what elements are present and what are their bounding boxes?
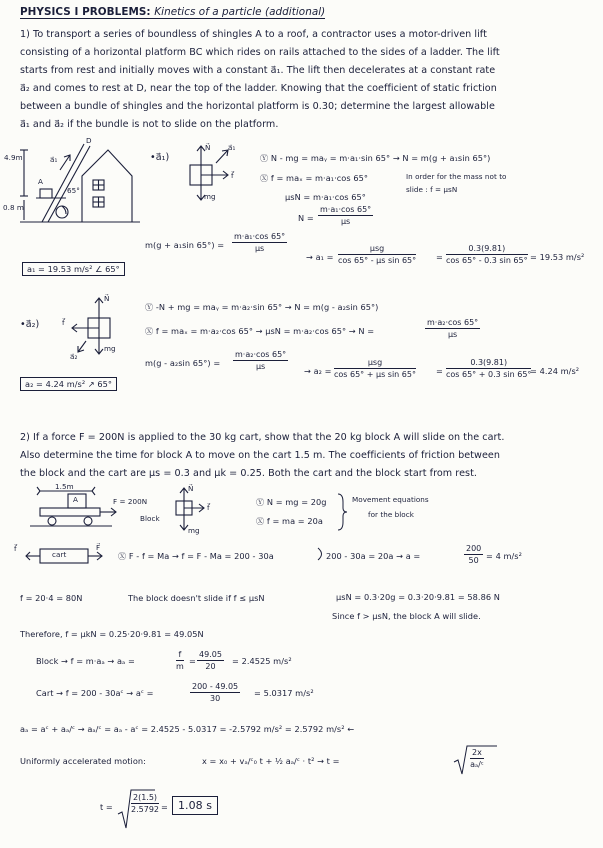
- p1-arrow: → a₁ =: [306, 252, 334, 262]
- p2-t-lhs: t =: [100, 802, 113, 812]
- p2a-eq-sign: =: [436, 366, 443, 376]
- p1-line-3: starts from rest and initially moves with a constant a⃗₁. The lift then decelerates at a constant rate: [20, 65, 496, 76]
- p1-N-den: μs: [340, 217, 351, 226]
- fbd1-a: a⃗₁: [228, 143, 236, 152]
- p2a-eqY: Ⓨ -N + mg = maᵧ = m·a₂·sin 65° → N = m(g - a₂sin 65°): [145, 302, 379, 312]
- p2-a-res: = 4 m/s²: [486, 551, 522, 561]
- p1-line-2: consisting of a horizontal platform BC which rides on rails attached to the sides of a ladder. The lift: [20, 47, 500, 58]
- p1-f3-den: cos 65° - 0.3 sin 65°: [446, 256, 528, 265]
- p1-f2: [338, 244, 416, 265]
- p2-a-frac: [464, 544, 483, 565]
- fbd1-mg: mg: [204, 192, 216, 201]
- implies-arrow: [318, 548, 322, 560]
- fbd1-N: N⃗: [205, 143, 211, 152]
- p1-noteA: In order for the mass not to: [406, 172, 507, 181]
- p2a-N-den: μs: [447, 330, 458, 339]
- p2-c-num: 200 - 49.05: [192, 682, 239, 691]
- p2-b-den1: m: [176, 662, 184, 671]
- p2-fval: f = 20·4 = 80N: [20, 593, 83, 603]
- block-N: N⃗: [188, 484, 194, 493]
- p2a-lhs-num: m·a₂·cos 65°: [235, 350, 287, 359]
- p2-t-eq: =: [161, 802, 168, 812]
- p1-f2-num: μsg: [338, 244, 416, 255]
- cart-figure: [30, 487, 116, 526]
- p2-c-frac: [190, 682, 240, 703]
- fbd2-N: N⃗: [104, 294, 110, 303]
- p2a-f2-den: cos 65° + μs sin 65°: [334, 370, 416, 379]
- p2-t-frac: [131, 793, 159, 814]
- p2-cartEq2: 200 - 30a = 20a → a =: [326, 551, 421, 561]
- p2-noslide: The block doesn't slide if f ≤ μsN: [128, 593, 265, 603]
- fig2-F: F = 200N: [113, 497, 148, 506]
- fig2-A: A: [73, 495, 78, 504]
- p2a-f3-den: cos 65° + 0.3 sin 65°: [446, 370, 532, 379]
- p2a-lhs: m(g - a₂sin 65°) =: [145, 358, 221, 368]
- p1-line-4: a⃗₂ and comes to rest at D, near the top of the ladder. Knowing that the coefficient of static friction: [20, 83, 497, 94]
- p2-move1: Movement equations: [352, 495, 429, 504]
- fbd2-mg: mg: [104, 344, 116, 353]
- p1-f2-den: cos 65° - μs sin 65°: [338, 256, 417, 265]
- p1-lhs: m(g + a₁sin 65°) =: [145, 240, 225, 250]
- p2-line-2: Also determine the time for block A to move on the cart 1.5 m. The coefficients of friction between: [20, 450, 500, 461]
- p2-therefore: Therefore, f = μkN = 0.25·20·9.81 = 49.05N: [20, 629, 204, 639]
- p1-lhs-frac: [232, 232, 287, 253]
- p2-muN: μsN = 0.3·20g = 0.3·20·9.81 = 58.86 N: [336, 592, 500, 602]
- p2-t-den: 2.5792: [131, 805, 160, 814]
- p1-f3: [446, 244, 528, 265]
- cart-label: cart: [52, 550, 67, 559]
- p1-line-6: a⃗₁ and a⃗₂ if the bundle is not to slide on the platform.: [20, 119, 279, 130]
- title-sub: Kinetics of a particle (additional): [154, 6, 326, 18]
- p2-blockEq: Block → f = m·aₐ → aₐ =: [36, 656, 135, 666]
- block-mg: mg: [188, 526, 200, 535]
- p2-eqY: Ⓨ N = mg = 20g: [256, 497, 327, 507]
- fbd2-f: f⃗: [62, 318, 65, 327]
- part2-label: •a⃗₂): [20, 319, 40, 330]
- fbd2-a: a⃗₂: [70, 352, 78, 361]
- p2-cartEq3: Cart → f = 200 - 30aᶜ → aᶜ =: [36, 688, 154, 698]
- final-answer: 1.08 s: [172, 796, 218, 815]
- p2a-N-num: m·a₂·cos 65°: [427, 318, 479, 327]
- part1-label: •a⃗₁): [150, 152, 170, 163]
- p1-line-1: 1) To transport a series of boundless of shingles A to a roof, a contractor uses a motor-driven lift: [20, 29, 487, 40]
- p1-result: = 19.53 m/s²: [530, 252, 585, 262]
- p2-line-1: 2) If a force F = 200N is applied to the 30 kg cart, show that the 20 kg block A will slide on the cart.: [20, 432, 505, 443]
- p2a-f3-num: 0.3(9.81): [446, 358, 531, 369]
- p2-a-num: 200: [466, 544, 482, 553]
- fig1-A: A: [38, 177, 43, 186]
- p2-uamEq: x = x₀ + vₐ/ᶜ₀ t + ½ aₐ/ᶜ · t² → t =: [202, 756, 340, 766]
- p1-lhs-den: μs: [254, 244, 265, 253]
- p1-N-frac: [318, 205, 373, 226]
- ladder-rail: [42, 144, 84, 222]
- p2-b-den2: 20: [205, 662, 216, 671]
- p2a-eqX: Ⓧ f = maₓ = m·a₂·cos 65° → μsN = m·a₂·cos 65° → N =: [145, 326, 375, 336]
- house: [82, 150, 132, 222]
- p2-cartEq: Ⓧ F - f = Ma → f = F - Ma = 200 - 30a: [118, 551, 274, 561]
- p2a-f2: [334, 358, 416, 379]
- fbd1-f: f⃗: [231, 171, 234, 180]
- p2a-lhs-den: μs: [255, 362, 266, 371]
- p2a-lhs-frac: [233, 350, 288, 371]
- p1-eqMu: μsN = m·a₁·cos 65°: [285, 192, 366, 202]
- p2-a-den: 50: [468, 556, 479, 565]
- p1-N-lhs: N =: [298, 213, 314, 223]
- p1-eqX: Ⓧ f = maₓ = m·a₁·cos 65°: [260, 173, 369, 183]
- p2a-N-frac: [425, 318, 480, 339]
- block-fbd: [176, 488, 204, 530]
- p2a-f3: [446, 358, 531, 379]
- p1-f3-num: 0.3(9.81): [446, 244, 528, 255]
- p2-line-3: the block and the cart are μs = 0.3 and μk = 0.25. Both the cart and the block start from rest.: [20, 468, 477, 479]
- p2-c-den: 30: [209, 694, 221, 703]
- p1-answer-1: a₁ = 19.53 m/s² ∠ 65°: [22, 262, 125, 276]
- p2-t-num: 2(1.5): [133, 793, 158, 802]
- fig1-a1: a⃗₁: [50, 155, 58, 164]
- p2-since: Since f > μsN, the block A will slide.: [332, 611, 481, 621]
- p2-b-num2: 49.05: [199, 650, 222, 659]
- cart-f: f⃗: [14, 544, 17, 553]
- p1-noteB: slide : f = μsN: [406, 185, 458, 194]
- p2-b-res: = 2.4525 m/s²: [232, 656, 292, 666]
- p2-uam-den: aₐ/ᶜ: [470, 760, 484, 769]
- fig1-angle: 65°: [67, 186, 80, 195]
- p2-c-res: = 5.0317 m/s²: [254, 688, 314, 698]
- p2-uam: Uniformly accelerated motion:: [20, 756, 146, 766]
- fig1-dim1: 4.9m: [4, 153, 23, 162]
- p2a-f2-num: μsg: [334, 358, 416, 369]
- p2-b-frac2: [197, 650, 224, 671]
- p2a-result: = 4.24 m/s²: [530, 366, 580, 376]
- p1-N-num: m·a₁·cos 65°: [320, 205, 372, 214]
- fig1-dim2: 0.8 m: [3, 203, 24, 212]
- p1-line-5: between a bundle of shingles and the horizontal platform is 0.30; determine the largest allowable: [20, 101, 495, 112]
- block-label: Block: [140, 514, 160, 523]
- p1-eq-sign: =: [436, 252, 443, 262]
- p2a-arrow: → a₂ =: [304, 366, 332, 376]
- fig1-D: D: [86, 136, 92, 145]
- p2-rel: aₐ = aᶜ + aₐ/ᶜ → aₐ/ᶜ = aₐ - aᶜ = 2.4525 - 5.0317 = -2.5792 m/s² = 2.5792 m/s² ←: [20, 724, 355, 734]
- p2-eqX: Ⓧ f = ma = 20a: [256, 516, 323, 526]
- p2-b-eq: =: [189, 656, 196, 666]
- p2-uam-frac: [470, 748, 484, 769]
- p1-answer-2: a₂ = 4.24 m/s² ↗ 65°: [20, 377, 117, 391]
- p2-move2: for the block: [368, 510, 414, 519]
- title-main: PHYSICS I PROBLEMS:: [20, 6, 151, 18]
- p2-uam-num: 2x: [472, 748, 482, 757]
- p2-b-frac1: [176, 650, 184, 671]
- brace: [338, 494, 347, 530]
- p1-eqY: Ⓨ N - mg = maᵧ = m·a₁·sin 65° → N = m(g + a₁sin 65°): [260, 153, 491, 163]
- block-f: f⃗: [207, 503, 210, 512]
- fig2-dim: 1.5m: [55, 482, 74, 491]
- p1-lhs-num: m·a₁·cos 65°: [234, 232, 286, 241]
- p2-b-num1: f: [176, 650, 184, 661]
- cart-F: F⃗: [96, 543, 101, 552]
